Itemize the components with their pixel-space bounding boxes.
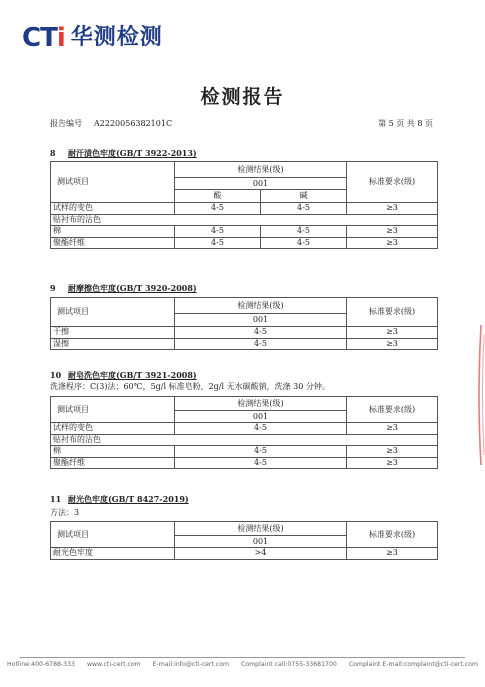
table-row: 试样的变色 4-5 4-5 ≥3 <box>51 203 438 215</box>
section-9-heading: 9 耐摩擦色牢度(GB/T 3920-2008) <box>50 283 197 293</box>
footer-divider <box>20 657 465 658</box>
header-sample: 001 <box>175 178 347 190</box>
report-number-line <box>50 118 172 129</box>
header-result: 检测结果(级) <box>175 162 347 178</box>
header-alkali: 碱 <box>261 190 347 203</box>
header-acid: 酸 <box>175 190 261 203</box>
logo-latin: CTi <box>22 23 65 53</box>
table-row: 聚酯纤维 4-5 4-5 ≥3 <box>51 237 438 249</box>
rubbing-fastness-table: 测试项目 检测结果(级) 标准要求(级) 001 干擦 4-5 ≥3 湿擦 4-5 ≥3 <box>50 297 438 350</box>
footer-complaint-call: Complaint call:0755-33681700 <box>241 661 337 668</box>
footer-website[interactable]: www.cti-cert.com <box>86 661 141 668</box>
seal-stamp-fragment <box>475 325 485 465</box>
wash-procedure-note: 洗涤程序：C(3)法；60℃，5g/l 标准皂粉，2g/l 无水碳酸钠，洗涤 30 分钟。 <box>50 382 330 391</box>
table-row: 聚酯纤维 4-5 ≥3 <box>51 457 438 469</box>
table-row: 耐光色牢度 >4 ≥3 <box>51 548 438 560</box>
table-row: 棉 4-5 ≥3 <box>51 446 438 458</box>
report-title: 检测报告 <box>200 86 285 108</box>
header-item: 测试项目 <box>51 162 175 203</box>
table-row: 湿擦 4-5 ≥3 <box>51 338 438 350</box>
company-logo <box>22 25 163 51</box>
section-10-heading: 10 耐皂洗色牢度(GB/T 3921-2008) <box>50 370 197 380</box>
footer-email[interactable]: E-mail:info@cti-cert.com <box>152 661 230 668</box>
footer-complaint-email[interactable]: Complaint E-mail:complaint@cti-cert.com <box>348 661 478 668</box>
header-requirement: 标准要求(级) <box>347 162 438 203</box>
table-row: 贴衬布的沾色 <box>51 214 438 226</box>
light-fastness-table: 测试项目 检测结果(级) 标准要求(级) 001 耐光色牢度 >4 ≥3 <box>50 521 438 560</box>
section-8-heading: 8 耐汗渍色牢度(GB/T 3922-2013) <box>50 148 197 158</box>
perspiration-fastness-table <box>50 161 438 249</box>
report-number: A2220056382101C <box>94 119 173 128</box>
page-info: 第 5 页 共 8 页 <box>378 119 433 128</box>
logo-chinese: 华测检测 <box>70 25 163 50</box>
washing-fastness-table: 测试项目 检测结果(级) 标准要求(级) 001 试样的变色 4-5 ≥3 贴衬布的沾色 棉 4-5 ≥3 聚酯纤维 4-5 ≥3 <box>50 396 438 469</box>
table-row: 干擦 4-5 ≥3 <box>51 327 438 339</box>
report-number-label: 报告编号 <box>50 119 82 128</box>
section-11-heading: 11 耐光色牢度(GB/T 8427-2019) <box>50 494 189 504</box>
table-row: 贴衬布的沾色 <box>51 434 438 446</box>
light-method-note: 方法：3 <box>50 508 80 517</box>
table-row: 棉 4-5 4-5 ≥3 <box>51 226 438 238</box>
footer-contacts <box>0 661 485 668</box>
table-row: 试样的变色 4-5 ≥3 <box>51 423 438 435</box>
footer-hotline: Hotline:400-6788-333 <box>7 661 75 668</box>
